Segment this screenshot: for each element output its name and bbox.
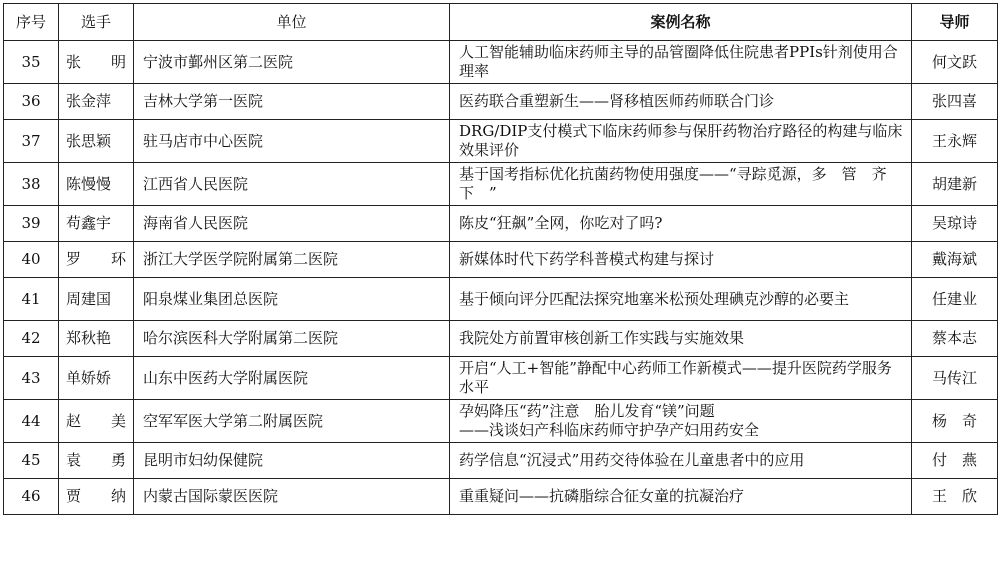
contestant-cell: 陈慢慢 — [59, 163, 134, 206]
row-number-cell: 35 — [4, 41, 59, 84]
table-row — [4, 479, 998, 515]
row-number-cell: 37 — [4, 120, 59, 163]
tutor-cell: 戴海斌 — [912, 242, 998, 278]
header-tutor: 导师 — [912, 4, 998, 41]
tutor-cell: 张四喜 — [912, 84, 998, 120]
row-number-cell: 43 — [4, 357, 59, 400]
header-case-name: 案例名称 — [450, 4, 912, 41]
contestant-cell: 单娇娇 — [59, 357, 134, 400]
contestant-cell: 袁 勇 — [59, 443, 134, 479]
case-name-cell: 新媒体时代下药学科普模式构建与探讨 — [450, 242, 912, 278]
tutor-cell: 马传江 — [912, 357, 998, 400]
table-row — [4, 163, 998, 206]
tutor-cell: 任建业 — [912, 278, 998, 321]
tutor-cell: 何文跃 — [912, 41, 998, 84]
case-list-table — [3, 3, 998, 515]
unit-cell: 驻马店市中心医院 — [134, 120, 450, 163]
case-name-cell: DRG/DIP支付模式下临床药师参与保肝药物治疗路径的构建与临床效果评价 — [450, 120, 912, 163]
unit-cell: 空军军医大学第二附属医院 — [134, 400, 450, 443]
case-name-cell: 我院处方前置审核创新工作实践与实施效果 — [450, 321, 912, 357]
row-number-cell: 42 — [4, 321, 59, 357]
tutor-cell: 胡建新 — [912, 163, 998, 206]
contestant-cell: 罗 环 — [59, 242, 134, 278]
tutor-cell: 王永辉 — [912, 120, 998, 163]
header-unit: 单位 — [134, 4, 450, 41]
row-number-cell: 45 — [4, 443, 59, 479]
table-row — [4, 278, 998, 321]
table-row — [4, 443, 998, 479]
table-header — [4, 4, 998, 41]
unit-cell: 阳泉煤业集团总医院 — [134, 278, 450, 321]
case-name-cell: 药学信息“沉浸式”用药交待体验在儿童患者中的应用 — [450, 443, 912, 479]
case-name-cell: 基于倾向评分匹配法探究地塞米松预处理碘克沙醇的必要主 — [450, 278, 912, 321]
tutor-cell: 杨 奇 — [912, 400, 998, 443]
row-number-cell: 41 — [4, 278, 59, 321]
case-name-cell: 人工智能辅助临床药师主导的品管圈降低住院患者PPIs针剂使用合理率 — [450, 41, 912, 84]
tutor-cell: 蔡本志 — [912, 321, 998, 357]
case-name-cell: 重重疑问——抗磷脂综合征女童的抗凝治疗 — [450, 479, 912, 515]
case-name-cell: 医药联合重塑新生——肾移植医师药师联合门诊 — [450, 84, 912, 120]
table-body — [4, 41, 998, 515]
table-row — [4, 242, 998, 278]
case-name-cell: 陈皮“狂飙”全网，你吃对了吗? — [450, 206, 912, 242]
unit-cell: 宁波市鄞州区第二医院 — [134, 41, 450, 84]
contestant-cell: 郑秋艳 — [59, 321, 134, 357]
row-number-cell: 46 — [4, 479, 59, 515]
tutor-cell: 吴琼诗 — [912, 206, 998, 242]
header-contestant: 选手 — [59, 4, 134, 41]
unit-cell: 昆明市妇幼保健院 — [134, 443, 450, 479]
case-name-cell: 开启“人工+智能”静配中心药师工作新模式——提升医院药学服务水平 — [450, 357, 912, 400]
header-no: 序号 — [4, 4, 59, 41]
contestant-cell: 张 明 — [59, 41, 134, 84]
table-row — [4, 41, 998, 84]
contestant-cell: 张思颖 — [59, 120, 134, 163]
table-row — [4, 400, 998, 443]
contestant-cell: 周建国 — [59, 278, 134, 321]
unit-cell: 海南省人民医院 — [134, 206, 450, 242]
table-row — [4, 120, 998, 163]
case-name-cell: 基于国考指标优化抗菌药物使用强度——“寻踪觅源，多 管 齐 下 ” — [450, 163, 912, 206]
contestant-cell: 贾 纳 — [59, 479, 134, 515]
unit-cell: 江西省人民医院 — [134, 163, 450, 206]
unit-cell: 哈尔滨医科大学附属第二医院 — [134, 321, 450, 357]
unit-cell: 浙江大学医学院附属第二医院 — [134, 242, 450, 278]
contestant-cell: 苟鑫宇 — [59, 206, 134, 242]
tutor-cell: 付 燕 — [912, 443, 998, 479]
tutor-cell: 王 欣 — [912, 479, 998, 515]
row-number-cell: 36 — [4, 84, 59, 120]
unit-cell: 山东中医药大学附属医院 — [134, 357, 450, 400]
header-row — [4, 4, 998, 41]
table-row — [4, 321, 998, 357]
table-row — [4, 206, 998, 242]
contestant-cell: 张金萍 — [59, 84, 134, 120]
row-number-cell: 39 — [4, 206, 59, 242]
row-number-cell: 38 — [4, 163, 59, 206]
table-row — [4, 357, 998, 400]
unit-cell: 内蒙古国际蒙医医院 — [134, 479, 450, 515]
row-number-cell: 40 — [4, 242, 59, 278]
unit-cell: 吉林大学第一医院 — [134, 84, 450, 120]
table-row — [4, 84, 998, 120]
row-number-cell: 44 — [4, 400, 59, 443]
case-name-cell: 孕妈降压“药”注意 胎儿发育“镁”问题 ——浅谈妇产科临床药师守护孕产妇用药安全 — [450, 400, 912, 443]
contestant-cell: 赵 美 — [59, 400, 134, 443]
